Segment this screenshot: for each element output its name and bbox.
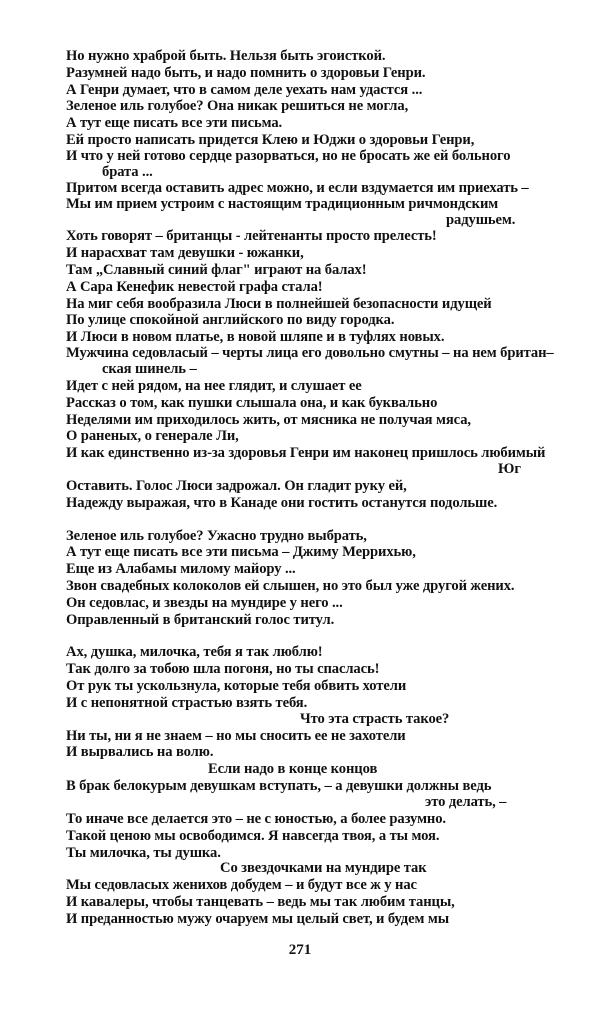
text-line: Мужчина седовласый – черты лица его довольно смутны – на нем британ– — [66, 345, 554, 361]
text-line: Там „Славный синий флаг" играют на балах! — [66, 262, 367, 278]
text-line: Зеленое иль голубое? Она никак решиться не могла, — [66, 98, 409, 114]
text-line: И Люси в новом платье, в новой шляпе и в туфлях новых. — [66, 329, 445, 345]
text-line: Он седовлас, и звезды на мундире у него ... — [66, 595, 343, 611]
text-line: Мы седовласых женихов добудем – и будут все ж у нас — [66, 877, 417, 893]
text-line: Мы им прием устроим с настоящим традиционным ричмондским — [66, 196, 499, 212]
text-line: О раненых, о генерале Ли, — [66, 428, 239, 444]
text-line: А Генри думает, что в самом деле уехать нам удастся ... — [66, 82, 423, 98]
text-line: Рассказ о том, как пушки слышала она, и как буквально — [66, 395, 438, 411]
text-line: То иначе все делается это – не с юностью, а более разумно. — [66, 811, 446, 827]
text-line: Ни ты, ни я не знаем – но мы сносить ее не захотели — [66, 728, 406, 744]
text-line: Так долго за тобою шла погоня, но ты спаслась! — [66, 661, 380, 677]
text-line: брата ... — [102, 164, 153, 180]
text-line: Что эта страсть такое? — [300, 711, 450, 727]
text-line: Ах, душка, милочка, тебя я так люблю! — [66, 644, 323, 660]
text-line: И что у ней готово сердце разорваться, но не бросать же ей больного — [66, 148, 511, 164]
text-line: Притом всегда оставить адрес можно, и если вздумается им приехать – — [66, 180, 529, 196]
text-line: Хоть говорят – британцы - лейтенанты просто прелесть! — [66, 228, 437, 244]
text-line: И с непонятной страстью взять тебя. — [66, 695, 308, 711]
text-line: радушьем. — [446, 212, 516, 228]
text-line: Оставить. Голос Люси задрожал. Он гладит руку ей, — [66, 478, 407, 494]
text-line: И нарасхват там девушки - южанки, — [66, 245, 304, 261]
text-line: Еще из Алабамы милому майору ... — [66, 561, 296, 577]
text-line: Но нужно храброй быть. Нельзя быть эгоисткой. — [66, 48, 386, 64]
text-line: На миг себя вообразила Люси в полнейшей безопасности идущей — [66, 296, 492, 312]
text-line: От рук ты ускользнула, которые тебя обвить хотели — [66, 678, 407, 694]
page-number: 271 — [288, 942, 312, 958]
text-line: Ей просто написать придется Клею и Юджи о здоровьи Генри, — [66, 132, 475, 148]
text-line: Ты милочка, ты душка. — [66, 845, 221, 861]
text-line: Идет с ней рядом, на нее глядит, и слушает ее — [66, 378, 362, 394]
text-line: Звон свадебных колоколов ей слышен, но это был уже другой жених. — [66, 578, 515, 594]
text-line: Со звездочками на мундире так — [220, 860, 427, 876]
text-line: Оправленный в британский голос титул. — [66, 612, 335, 628]
text-line: ская шинель – — [102, 361, 197, 377]
text-line: А Сара Кенефик невестой графа стала! — [66, 279, 323, 295]
text-line: Если надо в конце концов — [208, 761, 378, 777]
text-line: Разумней надо быть, и надо помнить о здоровьи Генри. — [66, 65, 426, 81]
text-line: Неделями им приходилось жить, от мясника не получая мяса, — [66, 412, 471, 428]
text-line: И как единственно из-за здоровья Генри им наконец пришлось любимый — [66, 445, 546, 461]
text-line: это делать, – — [425, 794, 507, 810]
text-line: По улице спокойной английского по виду городка. — [66, 312, 395, 328]
text-line: Надежду выражая, что в Канаде они гостить останутся подольше. — [66, 495, 498, 511]
text-line: А тут еще писать все эти письма. — [66, 115, 283, 131]
text-line: Юг — [498, 461, 521, 477]
text-line: А тут еще писать все эти письма – Джиму Меррихью, — [66, 544, 416, 560]
text-line: И преданностью мужу очаруем мы целый свет, и будем мы — [66, 911, 449, 927]
text-line: И кавалеры, чтобы танцевать – ведь мы так любим танцы, — [66, 894, 455, 910]
text-line: И вырвались на волю. — [66, 744, 214, 760]
text-line: Зеленое иль голубое? Ужасно трудно выбрать, — [66, 528, 367, 544]
text-line: Такой ценою мы освободимся. Я навсегда твоя, а ты моя. — [66, 828, 440, 844]
text-line: В брак белокурым девушкам вступать, – а девушки должны ведь — [66, 778, 492, 794]
